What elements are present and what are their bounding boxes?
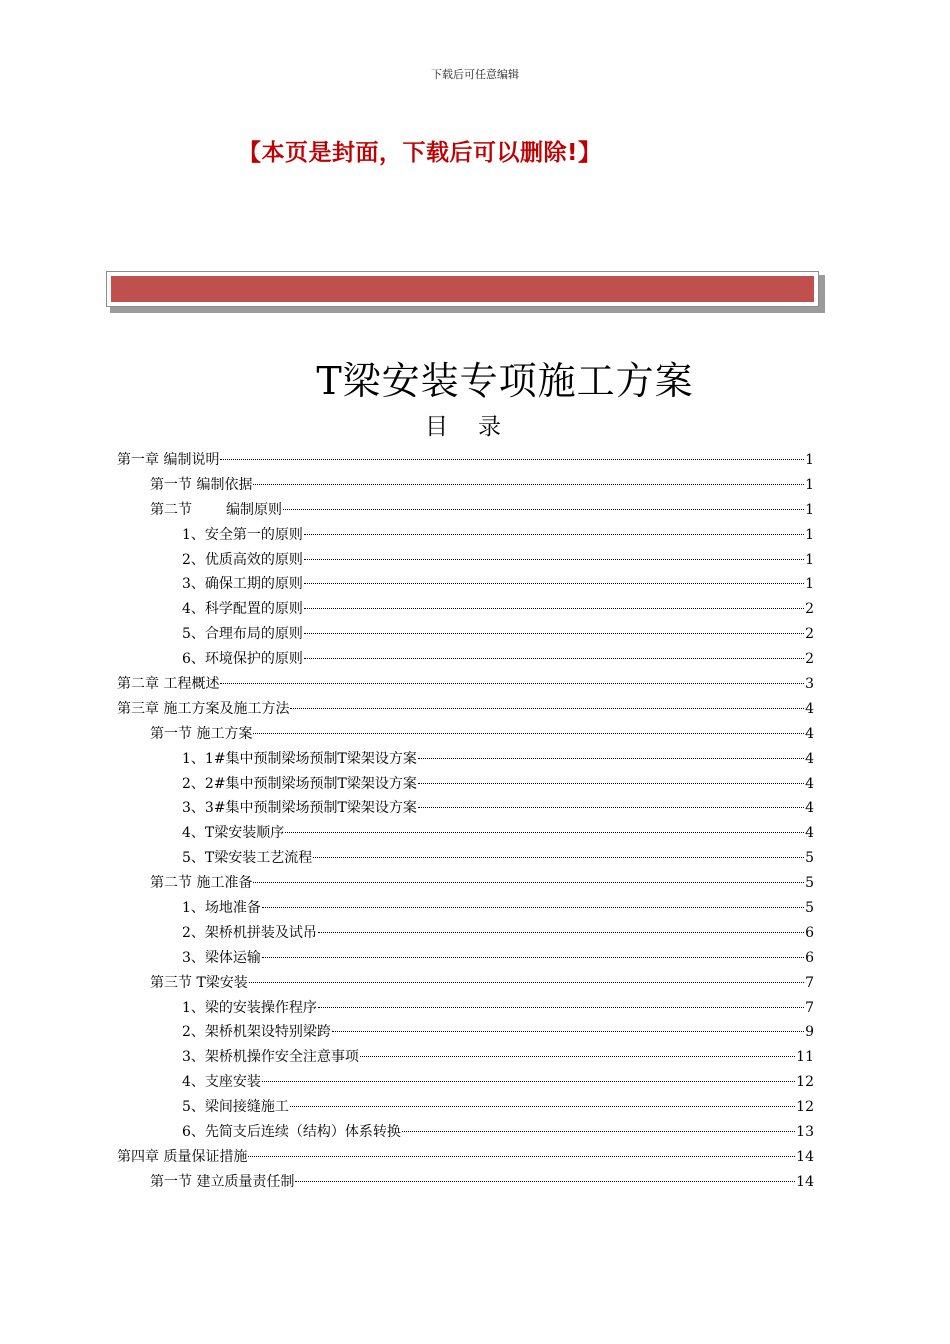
toc-entry-page: 3 — [805, 676, 814, 693]
toc-leader-dots — [253, 484, 804, 485]
toc-entry-page: 13 — [796, 1124, 814, 1141]
toc-entry[interactable] — [117, 648, 814, 673]
toc-entry-label: 5、梁间接缝施工 — [182, 1099, 289, 1116]
toc-entry-label: 第一章 编制说明 — [117, 452, 220, 468]
toc-entry[interactable] — [117, 1021, 814, 1046]
toc-entry-label: 第二章 工程概述 — [117, 676, 220, 693]
toc-entry-page: 12 — [796, 1099, 814, 1116]
toc-entry[interactable] — [117, 997, 814, 1022]
toc-entry-label: 1、梁的安装操作程序 — [182, 999, 317, 1016]
toc-entry-page: 7 — [805, 999, 814, 1016]
toc-leader-dots — [220, 459, 804, 460]
toc-leader-dots — [262, 907, 804, 908]
toc-entry[interactable] — [117, 1071, 814, 1096]
toc-entry-page: 6 — [805, 924, 814, 941]
toc-entry[interactable] — [117, 822, 814, 847]
toc-entry[interactable] — [117, 748, 814, 773]
toc-leader-dots — [402, 1131, 795, 1132]
toc-entry-page: 4 — [805, 700, 814, 717]
toc-entry-page: 4 — [805, 800, 814, 817]
toc-entry-label: 5、合理布局的原则 — [182, 626, 303, 643]
toc-entry-label: 4、T梁安装顺序 — [182, 825, 285, 842]
toc-entry[interactable] — [117, 449, 814, 474]
toc-entry[interactable] — [117, 922, 814, 947]
decorative-banner — [106, 271, 819, 307]
toc-entry-page: 4 — [805, 750, 814, 767]
toc-entry-label: 2、架桥机拼装及试吊 — [182, 924, 317, 941]
toc-entry[interactable] — [117, 773, 814, 798]
toc-entry-page: 4 — [805, 725, 814, 742]
toc-entry[interactable] — [117, 1046, 814, 1071]
toc-entry-label: 2、架桥机架设特别梁跨 — [182, 1024, 331, 1041]
toc-leader-dots — [262, 957, 804, 958]
toc-entry[interactable] — [117, 1171, 814, 1196]
toc-entry-page: 12 — [796, 1074, 814, 1091]
toc-entry-page: 1 — [805, 551, 814, 568]
toc-leader-dots — [418, 807, 804, 808]
toc-leader-dots — [304, 658, 804, 659]
toc-entry-label: 3、架桥机操作安全注意事项 — [182, 1049, 359, 1066]
toc-entry[interactable] — [117, 673, 814, 698]
toc-leader-dots — [248, 1156, 795, 1157]
toc-leader-dots — [304, 534, 804, 535]
toc-entry-page: 1 — [805, 526, 814, 543]
toc-entry[interactable] — [117, 947, 814, 972]
document-title: T梁安装专项施工方案 — [316, 359, 694, 403]
toc-entry-page: 11 — [796, 1049, 814, 1066]
toc-entry[interactable] — [117, 698, 814, 723]
toc-entry-label: 1、场地准备 — [182, 900, 261, 917]
toc-heading — [0, 408, 932, 441]
toc-leader-dots — [283, 509, 804, 510]
toc-entry-label: 3、3#集中预制梁场预制T梁架设方案 — [182, 800, 417, 817]
toc-entry[interactable] — [117, 1096, 814, 1121]
toc-leader-dots — [313, 857, 804, 858]
toc-entry-page: 5 — [805, 850, 814, 867]
toc-entry-page: 5 — [805, 875, 814, 892]
toc-leader-dots — [249, 982, 804, 983]
toc-entry-page: 9 — [805, 1024, 814, 1041]
page-header-note: 下载后可任意编辑 — [431, 68, 519, 81]
toc-entry[interactable] — [117, 847, 814, 872]
toc-entry-label: 2、优质高效的原则 — [182, 551, 303, 568]
toc-entry-page: 2 — [805, 626, 814, 643]
toc-entry[interactable] — [117, 499, 814, 524]
toc-entry-page: 14 — [796, 1173, 814, 1190]
toc-entry-label: 第四章 质量保证措施 — [117, 1148, 248, 1165]
toc-entry[interactable] — [117, 524, 814, 549]
toc-leader-dots — [253, 733, 804, 734]
toc-entry[interactable] — [117, 723, 814, 748]
toc-entry[interactable] — [117, 872, 814, 897]
toc-entry-page: 2 — [805, 651, 814, 668]
toc-leader-dots — [285, 832, 804, 833]
toc-entry-page: 7 — [805, 974, 814, 991]
toc-leader-dots — [332, 1031, 804, 1032]
toc-entry-label: 1、1#集中预制梁场预制T梁架设方案 — [182, 750, 417, 767]
toc-leader-dots — [295, 1181, 795, 1182]
toc-entry[interactable] — [117, 598, 814, 623]
toc-entry[interactable] — [117, 797, 814, 822]
toc-leader-dots — [418, 783, 804, 784]
toc-entry-label: 4、支座安装 — [182, 1074, 261, 1091]
toc-leader-dots — [262, 1081, 795, 1082]
toc-leader-dots — [304, 559, 804, 560]
toc-leader-dots — [304, 633, 804, 634]
toc-entry-label-section: 第二节 — [150, 501, 192, 518]
toc-entry[interactable] — [117, 474, 814, 499]
toc-entry-page: 1 — [805, 501, 814, 518]
toc-entry-label: 第三章 施工方案及施工方法 — [117, 700, 290, 717]
toc-entry-label: 4、科学配置的原则 — [182, 601, 303, 618]
toc-heading-char-2: 录 — [478, 414, 507, 440]
toc-leader-dots — [220, 683, 804, 684]
toc-leader-dots — [304, 583, 804, 584]
toc-entry[interactable] — [117, 1146, 814, 1171]
toc-entry-label: 6、环境保护的原则 — [182, 651, 303, 668]
toc-entry-label: 1、安全第一的原则 — [182, 526, 303, 543]
toc-entry-page: 5 — [805, 900, 814, 917]
toc-entry-page: 1 — [805, 476, 814, 493]
toc-entry-label: 第一节 施工方案 — [150, 725, 253, 742]
toc-entry[interactable] — [117, 1121, 814, 1146]
toc-entry-label — [150, 499, 282, 519]
toc-entry-page: 4 — [805, 825, 814, 842]
toc-entry-label: 第一节 建立质量责任制 — [150, 1173, 295, 1190]
toc-entry-page: 14 — [796, 1148, 814, 1165]
toc-leader-dots — [253, 882, 804, 883]
toc-entry-label: 3、梁体运输 — [182, 949, 261, 966]
toc-entry-page: 4 — [805, 775, 814, 792]
banner-fill — [111, 276, 814, 302]
toc-entry-page: 2 — [805, 601, 814, 618]
table-of-contents — [117, 449, 814, 1196]
toc-heading-char-1: 目 — [425, 414, 454, 440]
toc-entry-label: 第一节 编制依据 — [150, 476, 253, 493]
toc-entry-label: 第二节 施工准备 — [150, 875, 253, 892]
toc-entry[interactable] — [117, 549, 814, 574]
toc-leader-dots — [318, 1007, 804, 1008]
cover-delete-notice: 【本页是封面，下载后可以删除!】 — [238, 140, 602, 166]
toc-leader-dots — [290, 1106, 795, 1107]
toc-entry[interactable] — [117, 972, 814, 997]
toc-leader-dots — [290, 708, 804, 709]
toc-entry-label: 3、确保工期的原则 — [182, 576, 303, 593]
toc-leader-dots — [418, 758, 804, 759]
toc-leader-dots — [318, 932, 804, 933]
toc-entry-label: 第三节 T梁安装 — [150, 974, 248, 991]
toc-entry[interactable] — [117, 573, 814, 598]
toc-leader-dots — [304, 608, 804, 609]
toc-entry-label: 5、T梁安装工艺流程 — [182, 850, 313, 867]
toc-entry-page: 6 — [805, 949, 814, 966]
toc-entry-label-title: 编制原则 — [226, 501, 282, 518]
toc-entry-page: 1 — [805, 452, 814, 468]
toc-entry[interactable] — [117, 897, 814, 922]
toc-entry[interactable] — [117, 623, 814, 648]
toc-leader-dots — [360, 1056, 795, 1057]
toc-entry-page: 1 — [805, 576, 814, 593]
toc-entry-label: 2、2#集中预制梁场预制T梁架设方案 — [182, 775, 417, 792]
toc-entry-label: 6、先简支后连续（结构）体系转换 — [182, 1124, 401, 1141]
